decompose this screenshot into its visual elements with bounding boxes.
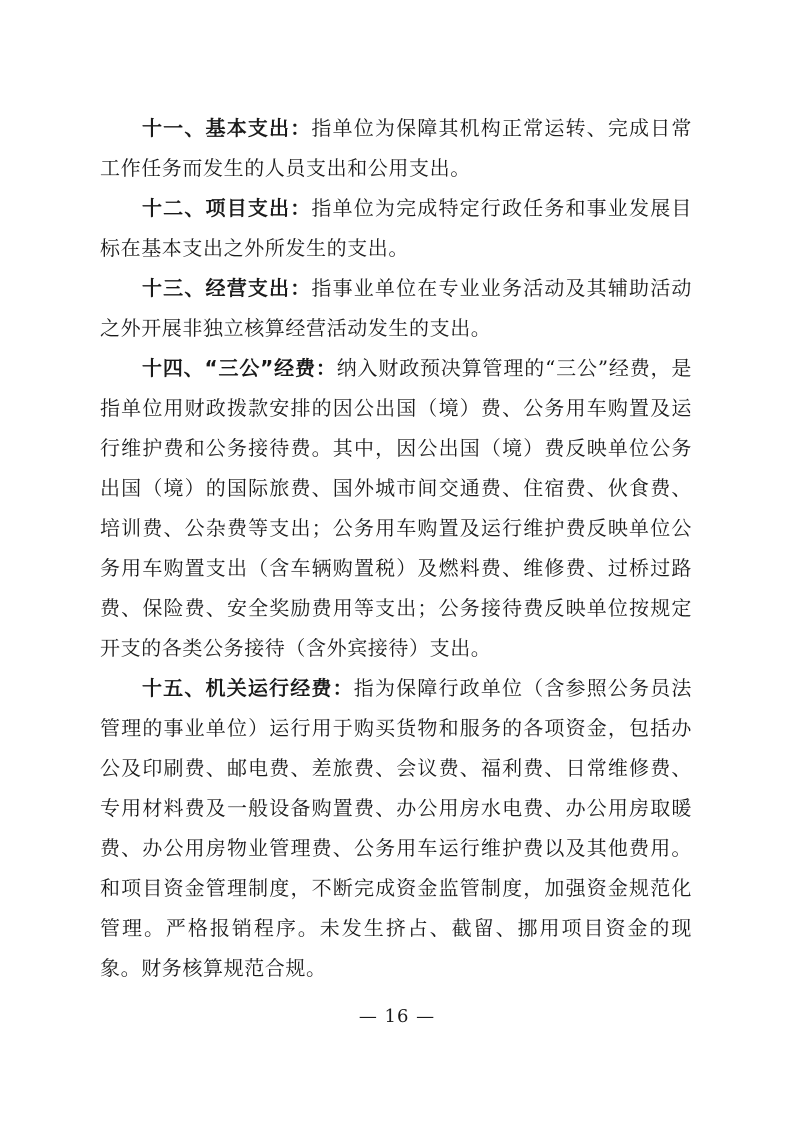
term-office-operating-expenses: 十五、机关运行经费： — [142, 676, 354, 700]
definition-project-expenditure: 指单位为完成特定行政任务和事业发展目标在基本支出之外所发生的支出。 — [100, 196, 692, 260]
definition-office-operating-expenses: 指为保障行政单位（含参照公务员法管理的事业单位）运行用于购买货物和服务的各项资金，包括办公及印刷费、邮电费、差旅费、会议费、福利费、日常维修费、专用材料费及一般设备购置费、办公用房水电费、办公用房取暖费、办公用房物业管理费、公务用车运行维护费以及其他费用。和项目资金管理制度，不断完成资金监管制度，加强资金规范化管理。严格报销程序。未发生挤占、截留、挪用项目资金的现象。财务核算规范合规。 — [100, 676, 692, 980]
paragraph-office-operating-expenses — [100, 668, 692, 988]
term-basic-expenditure: 十一、基本支出： — [142, 116, 312, 140]
term-three-public-expenses: 十四、“三公”经费： — [142, 356, 337, 380]
term-project-expenditure: 十二、项目支出： — [142, 196, 312, 220]
paragraph-project-expenditure — [100, 188, 692, 268]
paragraph-basic-expenditure — [100, 108, 692, 188]
page-number: — 16 — — [358, 1006, 436, 1027]
term-operating-expenditure: 十三、经营支出： — [142, 276, 312, 300]
paragraph-operating-expenditure — [100, 268, 692, 348]
definition-basic-expenditure: 指单位为保障其机构正常运转、完成日常工作任务而发生的人员支出和公用支出。 — [100, 116, 692, 180]
definition-three-public-expenses: 纳入财政预决算管理的“三公”经费，是指单位用财政拨款安排的因公出国（境）费、公务用车购置及运行维护费和公务接待费。其中，因公出国（境）费反映单位公务出国（境）的国际旅费、国外城市间交通费、住宿费、伙食费、培训费、公杂费等支出；公务用车购置及运行维护费反映单位公务用车购置支出（含车辆购置税）及燃料费、维修费、过桥过路费、保险费、安全奖励费用等支出；公务接待费反映单位按规定开支的各类公务接待（含外宾接待）支出。 — [100, 356, 692, 660]
paragraph-three-public-expenses — [100, 348, 692, 668]
definition-operating-expenditure: 指事业单位在专业业务活动及其辅助活动之外开展非独立核算经营活动发生的支出。 — [100, 276, 692, 340]
document-body — [100, 108, 692, 988]
